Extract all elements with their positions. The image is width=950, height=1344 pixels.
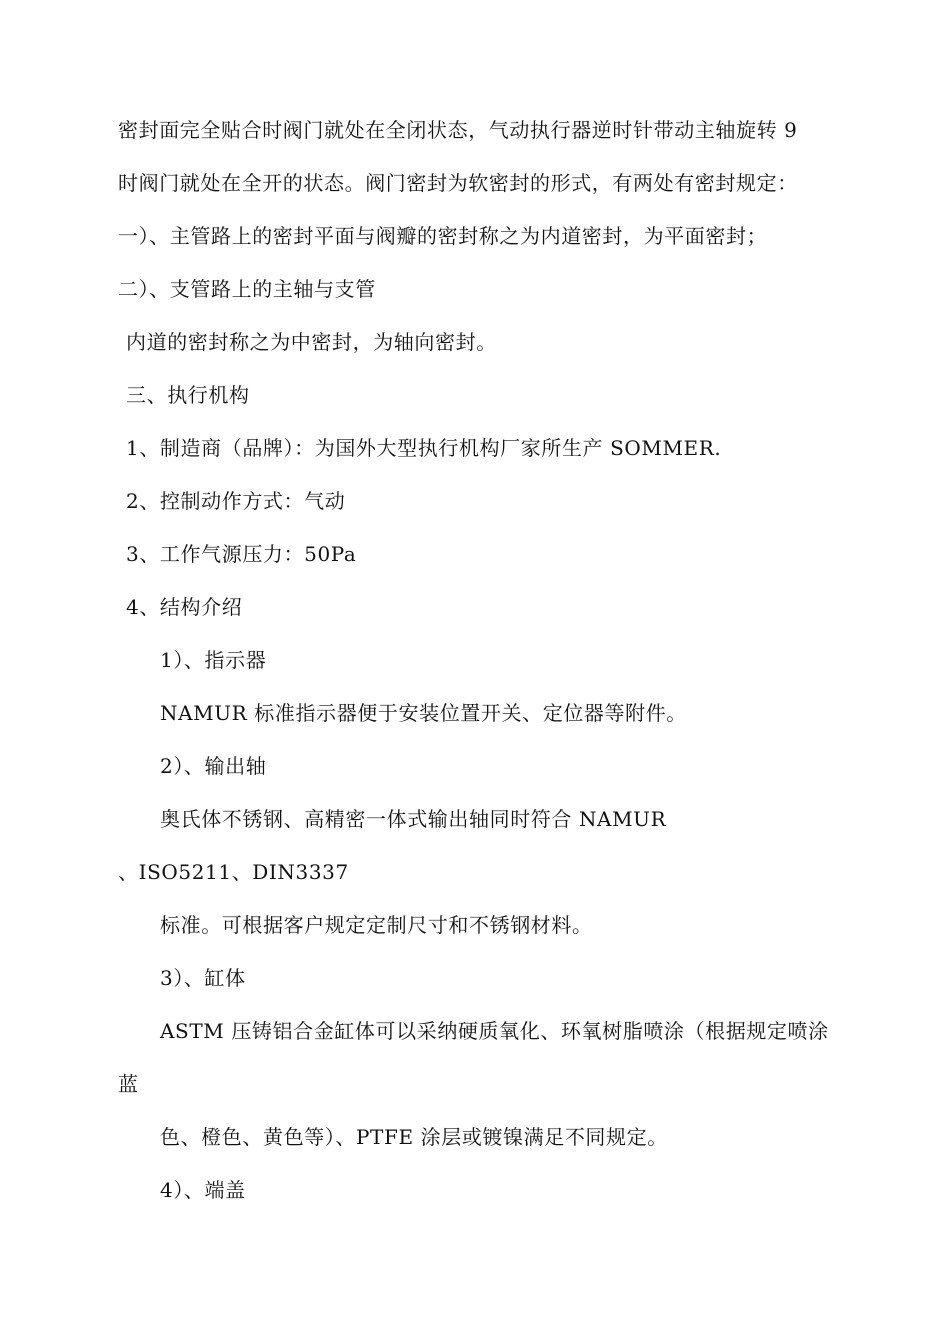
subheading-structure: 4、结构介绍 — [126, 595, 243, 619]
text-line-control-mode: 2、控制动作方式：气动 — [126, 489, 346, 513]
text-line-shaft-desc: 奥氏体不锈钢、高精密一体式输出轴同时符合 NAMUR — [160, 807, 667, 831]
text-line-cylinder-colors: 色、橙色、黄色等）、PTFE 涂层或镀镍满足不同规定。 — [160, 1125, 668, 1149]
text-line-main-seal: 一）、主管路上的密封平面与阀瓣的密封称之为内道密封，为平面密封； — [118, 224, 768, 248]
item-heading-output-shaft: 2）、输出轴 — [160, 754, 267, 778]
text-line-shaft-custom: 标准。可根据客户规定定制尺寸和不锈钢材料。 — [160, 913, 593, 937]
text-line-middle-seal: 内道的密封称之为中密封，为轴向密封。 — [126, 330, 497, 354]
text-line-shaft-standards: 、ISO5211、DIN3337 — [118, 860, 349, 884]
item-heading-indicator: 1）、指示器 — [160, 648, 267, 672]
item-heading-cylinder: 3）、缸体 — [160, 966, 246, 990]
section-heading-actuator: 三、执行机构 — [126, 383, 250, 407]
item-heading-end-cap: 4）、端盖 — [160, 1178, 246, 1202]
text-line-indicator-desc: NAMUR 标准指示器便于安装位置开关、定位器等附件。 — [160, 701, 687, 725]
text-line-manufacturer: 1、制造商（品牌）：为国外大型执行机构厂家所生产 SOMMER. — [126, 436, 722, 460]
text-line-valve-closed: 密封面完全贴合时阀门就处在全闭状态，气动执行器逆时针带动主轴旋转 9 — [118, 118, 798, 142]
text-line-branch-seal: 二）、支管路上的主轴与支管 — [118, 277, 376, 301]
text-line-cylinder-blue: 蓝 — [118, 1072, 139, 1096]
text-line-valve-open: 时阀门就处在全开的状态。阀门密封为软密封的形式，有两处有密封规定： — [118, 171, 798, 195]
text-line-air-pressure: 3、工作气源压力：50Pa — [126, 542, 357, 566]
text-line-cylinder-desc: ASTM 压铸铝合金缸体可以采纳硬质氧化、环氧树脂喷涂（根据规定喷涂 — [160, 1019, 829, 1043]
